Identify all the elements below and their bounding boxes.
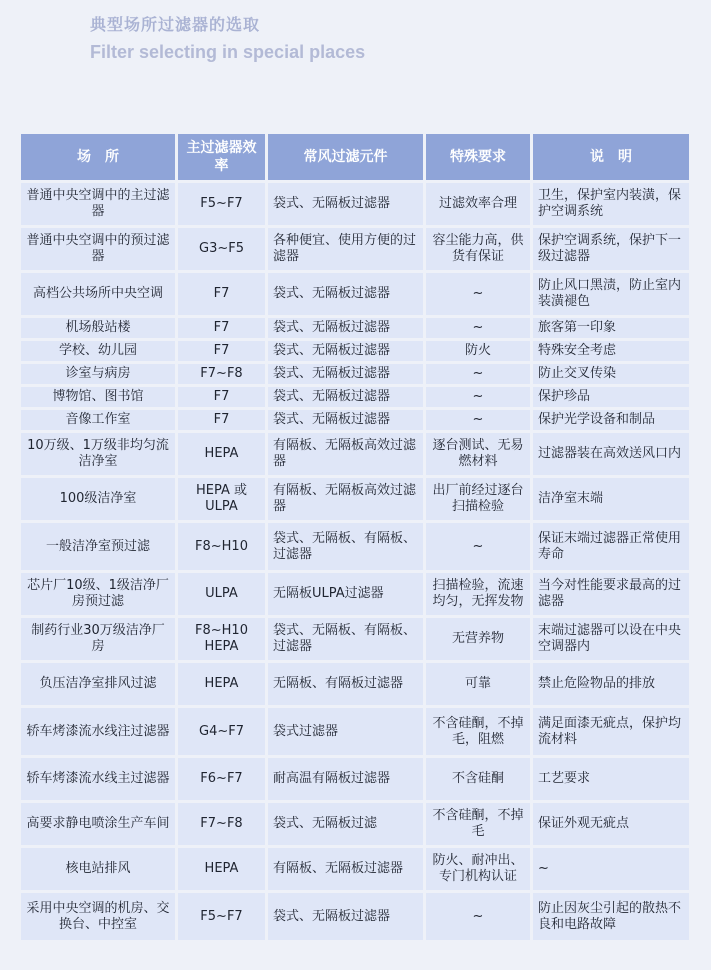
- table-row: [21, 433, 689, 475]
- efficiency-cell: F7: [178, 341, 265, 361]
- special-cell: ~: [426, 364, 530, 384]
- title-english: Filter selecting in special places: [90, 42, 366, 62]
- notes-cell: 防止交叉传染: [533, 364, 689, 384]
- special-cell: 不含硅酮，不掉毛: [426, 803, 530, 845]
- components-cell: 有隔板、无隔板过滤器: [268, 848, 423, 890]
- components-cell: 无隔板ULPA过滤器: [268, 573, 423, 615]
- place-cell: 芯片厂10级、1级洁净厂房预过滤: [21, 573, 175, 615]
- efficiency-cell: ULPA: [178, 573, 265, 615]
- place-cell: 负压洁净室排风过滤: [21, 663, 175, 705]
- table-row: [21, 848, 689, 890]
- special-cell: ~: [426, 893, 530, 940]
- table-row: [21, 364, 689, 384]
- place-cell: 学校、幼儿园: [21, 341, 175, 361]
- filter-selection-table: [18, 131, 692, 943]
- special-cell: ~: [426, 387, 530, 407]
- table-row: [21, 341, 689, 361]
- table-row: [21, 708, 689, 755]
- table-row: [21, 478, 689, 520]
- components-cell: 无隔板、有隔板过滤器: [268, 663, 423, 705]
- components-cell: 袋式、无隔板过滤器: [268, 893, 423, 940]
- efficiency-cell: F7~F8: [178, 803, 265, 845]
- efficiency-cell: F5~F7: [178, 893, 265, 940]
- efficiency-cell: G3~F5: [178, 228, 265, 270]
- components-cell: 袋式过滤器: [268, 708, 423, 755]
- components-cell: 袋式、无隔板、有隔板、过滤器: [268, 523, 423, 570]
- components-cell: 袋式、无隔板过滤器: [268, 273, 423, 315]
- components-cell: 袋式、无隔板过滤器: [268, 387, 423, 407]
- table-row: [21, 410, 689, 430]
- notes-cell: 保证外观无疵点: [533, 803, 689, 845]
- place-cell: 制药行业30万级洁净厂房: [21, 618, 175, 660]
- components-cell: 袋式、无隔板过滤器: [268, 364, 423, 384]
- header-special: 特殊要求: [426, 134, 530, 180]
- special-cell: ~: [426, 410, 530, 430]
- table-row: [21, 183, 689, 225]
- place-cell: 诊室与病房: [21, 364, 175, 384]
- special-cell: ~: [426, 273, 530, 315]
- efficiency-cell: HEPA: [178, 848, 265, 890]
- efficiency-cell: F7: [178, 318, 265, 338]
- place-cell: 普通中央空调中的主过滤器: [21, 183, 175, 225]
- notes-cell: 防止风口黑渍，防止室内装潢褪色: [533, 273, 689, 315]
- header-components: 常风过滤元件: [268, 134, 423, 180]
- components-cell: 袋式、无隔板过滤器: [268, 341, 423, 361]
- notes-cell: 特殊安全考虑: [533, 341, 689, 361]
- special-cell: 不含硅酮: [426, 758, 530, 800]
- place-cell: 机场般站楼: [21, 318, 175, 338]
- place-cell: 核电站排风: [21, 848, 175, 890]
- notes-cell: 保护空调系统，保护下一级过滤器: [533, 228, 689, 270]
- table-row: [21, 573, 689, 615]
- title-chinese: 典型场所过滤器的选取: [90, 15, 261, 34]
- efficiency-cell: HEPA: [178, 663, 265, 705]
- table-body: [21, 183, 689, 940]
- place-cell: 100级洁净室: [21, 478, 175, 520]
- efficiency-cell: F5~F7: [178, 183, 265, 225]
- components-cell: 有隔板、无隔板高效过滤器: [268, 433, 423, 475]
- special-cell: 容尘能力高，供货有保证: [426, 228, 530, 270]
- place-cell: 采用中央空调的机房、交换台、中控室: [21, 893, 175, 940]
- table-row: [21, 663, 689, 705]
- efficiency-cell: F7: [178, 410, 265, 430]
- place-cell: 10万级、1万级非均匀流洁净室: [21, 433, 175, 475]
- notes-cell: 旅客第一印象: [533, 318, 689, 338]
- table-row: [21, 758, 689, 800]
- efficiency-cell: HEPA: [178, 433, 265, 475]
- header-notes: 说 明: [533, 134, 689, 180]
- efficiency-cell: F7: [178, 273, 265, 315]
- table-row: [21, 387, 689, 407]
- notes-cell: 禁止危险物品的排放: [533, 663, 689, 705]
- special-cell: 防火: [426, 341, 530, 361]
- special-cell: 防火、耐冲出、专门机构认证: [426, 848, 530, 890]
- table-row: [21, 893, 689, 940]
- notes-cell: 保护光学设备和制品: [533, 410, 689, 430]
- notes-cell: 卫生，保护室内装潢，保护空调系统: [533, 183, 689, 225]
- efficiency-cell: F8~H10 HEPA: [178, 618, 265, 660]
- table-header-row: [21, 134, 689, 180]
- efficiency-cell: HEPA 或ULPA: [178, 478, 265, 520]
- notes-cell: ~: [533, 848, 689, 890]
- place-cell: 轿车烤漆流水线注过滤器: [21, 708, 175, 755]
- notes-cell: 过滤器装在高效送风口内: [533, 433, 689, 475]
- header-place: 场 所: [21, 134, 175, 180]
- components-cell: 袋式、无隔板过滤: [268, 803, 423, 845]
- place-cell: 博物馆、图书馆: [21, 387, 175, 407]
- special-cell: ~: [426, 523, 530, 570]
- table-row: [21, 618, 689, 660]
- components-cell: 耐高温有隔板过滤器: [268, 758, 423, 800]
- efficiency-cell: F8~H10: [178, 523, 265, 570]
- components-cell: 各种便宜、使用方便的过滤器: [268, 228, 423, 270]
- components-cell: 袋式、无隔板、有隔板、过滤器: [268, 618, 423, 660]
- efficiency-cell: G4~F7: [178, 708, 265, 755]
- components-cell: 袋式、无隔板过滤器: [268, 318, 423, 338]
- special-cell: 扫描检验，流速均匀，无挥发物: [426, 573, 530, 615]
- components-cell: 袋式、无隔板过滤器: [268, 410, 423, 430]
- notes-cell: 当今对性能要求最高的过滤器: [533, 573, 689, 615]
- place-cell: 一般洁净室预过滤: [21, 523, 175, 570]
- special-cell: ~: [426, 318, 530, 338]
- notes-cell: 保证末端过滤器正常使用寿命: [533, 523, 689, 570]
- efficiency-cell: F7: [178, 387, 265, 407]
- notes-cell: 末端过滤器可以设在中央空调器内: [533, 618, 689, 660]
- special-cell: 不含硅酮，不掉毛，阻燃: [426, 708, 530, 755]
- special-cell: 逐台测试、无易燃材料: [426, 433, 530, 475]
- notes-cell: 洁净室末端: [533, 478, 689, 520]
- table-row: [21, 318, 689, 338]
- special-cell: 出厂前经过逐台扫描检验: [426, 478, 530, 520]
- notes-cell: 工艺要求: [533, 758, 689, 800]
- components-cell: 袋式、无隔板过滤器: [268, 183, 423, 225]
- table-row: [21, 523, 689, 570]
- notes-cell: 防止因灰尘引起的散热不良和电路故障: [533, 893, 689, 940]
- components-cell: 有隔板、无隔板高效过滤器: [268, 478, 423, 520]
- special-cell: 无营养物: [426, 618, 530, 660]
- place-cell: 高要求静电喷涂生产车间: [21, 803, 175, 845]
- special-cell: 过滤效率合理: [426, 183, 530, 225]
- efficiency-cell: F6~F7: [178, 758, 265, 800]
- table-row: [21, 803, 689, 845]
- place-cell: 普通中央空调中的预过滤器: [21, 228, 175, 270]
- table-row: [21, 273, 689, 315]
- place-cell: 高档公共场所中央空调: [21, 273, 175, 315]
- efficiency-cell: F7~F8: [178, 364, 265, 384]
- place-cell: 音像工作室: [21, 410, 175, 430]
- notes-cell: 满足面漆无疵点，保护均流材料: [533, 708, 689, 755]
- notes-cell: 保护珍品: [533, 387, 689, 407]
- header-efficiency: 主过滤器效率: [178, 134, 265, 180]
- place-cell: 轿车烤漆流水线主过滤器: [21, 758, 175, 800]
- table-row: [21, 228, 689, 270]
- special-cell: 可靠: [426, 663, 530, 705]
